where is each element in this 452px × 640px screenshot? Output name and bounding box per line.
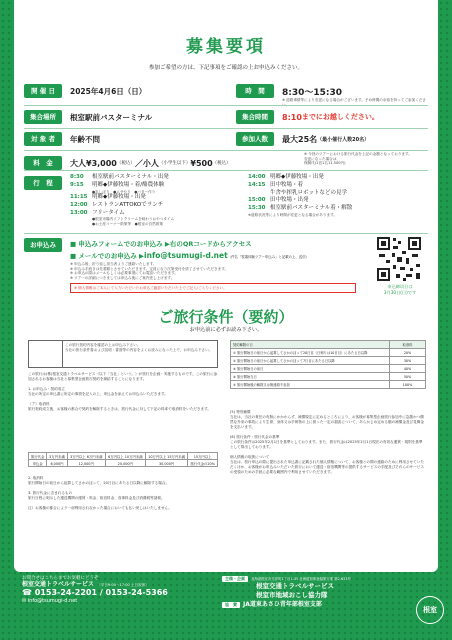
deadline-note: 申込締切日は 3月30日(日)です — [383, 284, 417, 295]
conditions-title: ご旅行条件（要約） — [158, 308, 294, 326]
fee-child: ¥500 — [190, 158, 213, 168]
schedule-item: 15:00 田中牧場・出発 — [248, 197, 309, 204]
schedule-item: 14:00 明郷◆伊藤牧場・出発 — [248, 174, 324, 180]
coop-tag: 協 賛 — [222, 602, 240, 608]
table-row: ① 旅行開始日の前日から起算してさかのぼって20日目（日帰りは10日目）にあたる日以降 20% — [231, 349, 426, 357]
qr-code[interactable] — [376, 236, 422, 282]
footer-inquiry: お問合せはこちらまでお気軽にどうぞ — [22, 576, 99, 581]
table-row: 契約解除の日 取消料 — [231, 341, 426, 349]
fee-adult: 大人¥3,000 — [70, 158, 117, 168]
divider — [24, 105, 428, 106]
footer-contact — [22, 576, 212, 604]
meettime-suffix: までにお越しください。 — [301, 113, 379, 121]
apply-form-link[interactable]: ■ 申込みフォームでのお申込み ▶右のQRコードからアクセス — [70, 240, 252, 248]
footer-sponsors — [222, 576, 418, 608]
divider — [24, 150, 428, 151]
conditions-subtitle: お申込前に必ずお読み下さい。 — [189, 327, 263, 333]
meet-label: 集合場所 — [24, 110, 62, 124]
schedule-item: 9:15 明郷◆伊藤牧場・着/酪農体験 — [70, 181, 165, 188]
fee-child-note: （小学生以下） — [158, 161, 191, 166]
footer-mail[interactable]: ✉ info@tsumugi-d.net — [22, 598, 78, 604]
sponsor-address: 北海道根室市光洋町1丁目1-35 北海道知事登録旅行業 第2-633号 — [251, 577, 351, 581]
capacity-row — [236, 132, 432, 146]
capacity-label: 参加人数 — [236, 132, 274, 146]
fee-label: 料 金 — [24, 156, 62, 170]
coop-name: JA道東あさひ青年部根室支部 — [243, 601, 322, 608]
table-row: 旅行代金 3万円未満 3万円以上 6万円未満 6万円以上 10万円未満 10万円以上 15万円未満 15万円以上 — [29, 453, 218, 460]
fee-adult-tax: （税込） — [116, 161, 135, 166]
apply-mail-link[interactable]: info@tsumugi-d.net — [144, 251, 228, 260]
table-row: ③ 旅行開始日の前日 40% — [231, 365, 426, 373]
footer-company: 根室交通トラベルサービス — [22, 581, 95, 588]
date-label: 開 催 日 — [24, 84, 62, 98]
target-label: 対 象 者 — [24, 132, 62, 146]
schedule-item: 8:30 根室駅前バスターミナル・出発 — [70, 174, 169, 180]
privacy-note: ※ 個人情報はご本人にて入力いただいたお申込ご確認いただいた上でご記入/ご入力ください。 — [70, 283, 356, 293]
apply-mail-row — [70, 251, 309, 260]
target-value: 年齢不問 — [70, 134, 100, 144]
meettime-row — [236, 110, 432, 124]
intro-box — [28, 340, 218, 368]
footer-hours: （平日9:00～17:00 土日祝休） — [97, 583, 149, 587]
meet-row — [24, 110, 224, 124]
apply-notes: ※ 申込み後、折り返し担当者よりご連絡いたします。 ※ 申込み手続きは先着順とさせていただきます。定員になり次第受付を終了させていただきます。 ※ お申込の際はメールもしくは必要事項にてお電話いただきます。 ※ ツアーの詳細につきましては申込み後にご案内差し上げます。 — [70, 262, 229, 280]
schedule-note: ●根室市場内ソフトクリームを味わうおやつタイム ●お土産コーナー散策等 ●根室の自然散策 — [92, 217, 175, 226]
schedule-item: 13:00 フリータイム — [70, 209, 125, 216]
schedule-item: 牛舎や搾乳ロボットなどの見学 — [270, 189, 348, 196]
sponsor-tag: 主催・企画 — [222, 576, 248, 582]
apply-label: お申込み — [24, 238, 62, 252]
fee-child-tax: （税込） — [212, 161, 231, 166]
apply-mail-note: （件名「牧場体験ツアー申込み」と記載の上、送信） — [227, 255, 309, 259]
meet-value: 根室駅前バスターミナル — [70, 112, 153, 122]
page-subtitle: 参加ご希望の方は、下記事項をご確認の上お申込みください。 — [148, 65, 303, 71]
capacity-note: （最小催行人数20名） — [317, 136, 370, 143]
qr-code-icon — [376, 236, 422, 282]
schedule-item: 14:15 田中牧場・着 — [248, 181, 304, 188]
conditions-left-text: この旅行は(株)根室交通トラベルサービス（以下「当社」という。）が旅行を企画・実施するものです。この旅行に参加されるお客様は当社と募集型企画旅行契約を締結することになります。 1. お申込み・契約成立 当社の所定の申込書に所定の事項を記入の上、申込金を添えてお申込みいただきます。 （ア）取消料 旅行契約成立後、お客様の都合で契約を解除するときは、旅行代金に対して下記の料率で取消料をいただきます。 — [28, 372, 218, 411]
page-title: 募集要項 — [186, 37, 266, 57]
date-row — [24, 84, 224, 98]
conditions-right-text: (5) 特別補償 当社は、当社の責任の有無にかかわらず、補償規定に定めるところにより、お客様が募集型企画旅行参加中に急激かつ偶然な外来の事故により生命、身体又は手荷物の上に被った一定の損害について、あらかじめ定める額の補償金及び見舞金を支払います。 (6) 旅行条件・旅行代金の基準 この旅行条件は2025年2月1日を基準としております。また、旅行代金は2025年2月1日現在の有効な運賃・規則を基準として算出しております。 個人情報の取扱について 当社は、旅行申込の際に提出された申込書に記載された個人情報について、お客様との間の連絡のために利用させていただくほか、お客様がお申込みいただいた旅行において運送・宿泊機関等の提供するサービスの手配及びそれらのサービスの受領のための手続に必要な範囲内で利用させていただきます。 — [230, 410, 425, 474]
capacity-value: 最大25名 — [282, 134, 318, 144]
schedule-item: 11:15 明郷◆伊藤牧場・出発 — [70, 194, 146, 200]
footer-tel[interactable]: ☎ 0153-24-2201 / 0153-24-5366 — [22, 588, 168, 597]
target-row — [24, 132, 224, 146]
apply-mail-prefix: ■ メールでのお申込み ▶ — [70, 252, 145, 260]
schedule-label: 行 程 — [24, 176, 62, 190]
conditions-left-text2: 2. 取消料 旅行開始日の前日から起算してさかのぼって、20日目にあたる日以降に解除する場合。 3. 旅行代金に含まれるもの 旅行日程に明示した運送機関の運賃・料金、宿泊料金、食事料金及び消費税等諸税。 注）お客様の都合により一部利用されなかった場合においても払い戻しはいたしません。 — [28, 476, 172, 510]
intro-box-text: この旅行契約内容を確認の上お申込み下さい。 当社の旅行条件書および説明・書面等の内容をよくお読みになった上で、お申込み下さい。 — [65, 343, 213, 352]
organizer-name: 根室市地域おこし協力隊 — [256, 591, 328, 599]
time-note: ※ 道路事情等により変更になる場合がございます。予め時間の余裕を持ってご参加ください。 — [282, 98, 427, 107]
flyer-sheet — [14, 0, 438, 572]
cancel-table — [230, 340, 426, 389]
table-row: ② 旅行開始日の前日から起算してさかのぼって7日目にあたる日以降 30% — [231, 357, 426, 365]
fee-sep: ／小人 — [134, 158, 159, 168]
time-row — [236, 84, 432, 98]
date-value: 2025年4月6日（日） — [70, 86, 147, 96]
meettime-label: 集合時間 — [236, 110, 274, 124]
divider — [24, 233, 428, 234]
schedule-left — [70, 174, 230, 226]
meettime-value: 8:10 — [282, 112, 302, 122]
fee-row — [24, 156, 294, 170]
schedule-item: 12:00 レストランATTOKOでランチ — [70, 201, 164, 208]
schedule-note: ●乳しぼり ●エサやり ●バター作り — [92, 189, 156, 194]
table-row: 申込金 6,000円 12,000円 20,000円 30,000円 旅行代金の20% — [29, 460, 218, 467]
nemuro-badge: 根室 — [416, 596, 444, 624]
time-label: 時 間 — [236, 84, 274, 98]
schedule-note: ※道路状況等により時間が変更となる場合があります。 — [248, 212, 337, 217]
time-value: 8:30～15:30 — [282, 87, 343, 98]
intro-box-tag — [29, 341, 63, 367]
table-row: ④ 旅行開始当日 50% — [231, 373, 426, 381]
fee-table — [28, 452, 218, 467]
table-row: ⑤ 旅行開始後の解除又は無連絡不参加 100% — [231, 381, 426, 389]
fee-note: ※ 今回のツアーにおける旅行代金を上記の金額となっております。 変更になった場合は、 保険代(1泊1名11,500円) — [304, 152, 412, 166]
divider — [24, 128, 428, 129]
sponsor-name: 根室交通トラベルサービス — [256, 582, 334, 590]
schedule-item: 15:30 根室駅前バスターミナル着・解散 — [248, 205, 353, 212]
divider — [24, 170, 428, 171]
schedule-right — [248, 174, 432, 217]
